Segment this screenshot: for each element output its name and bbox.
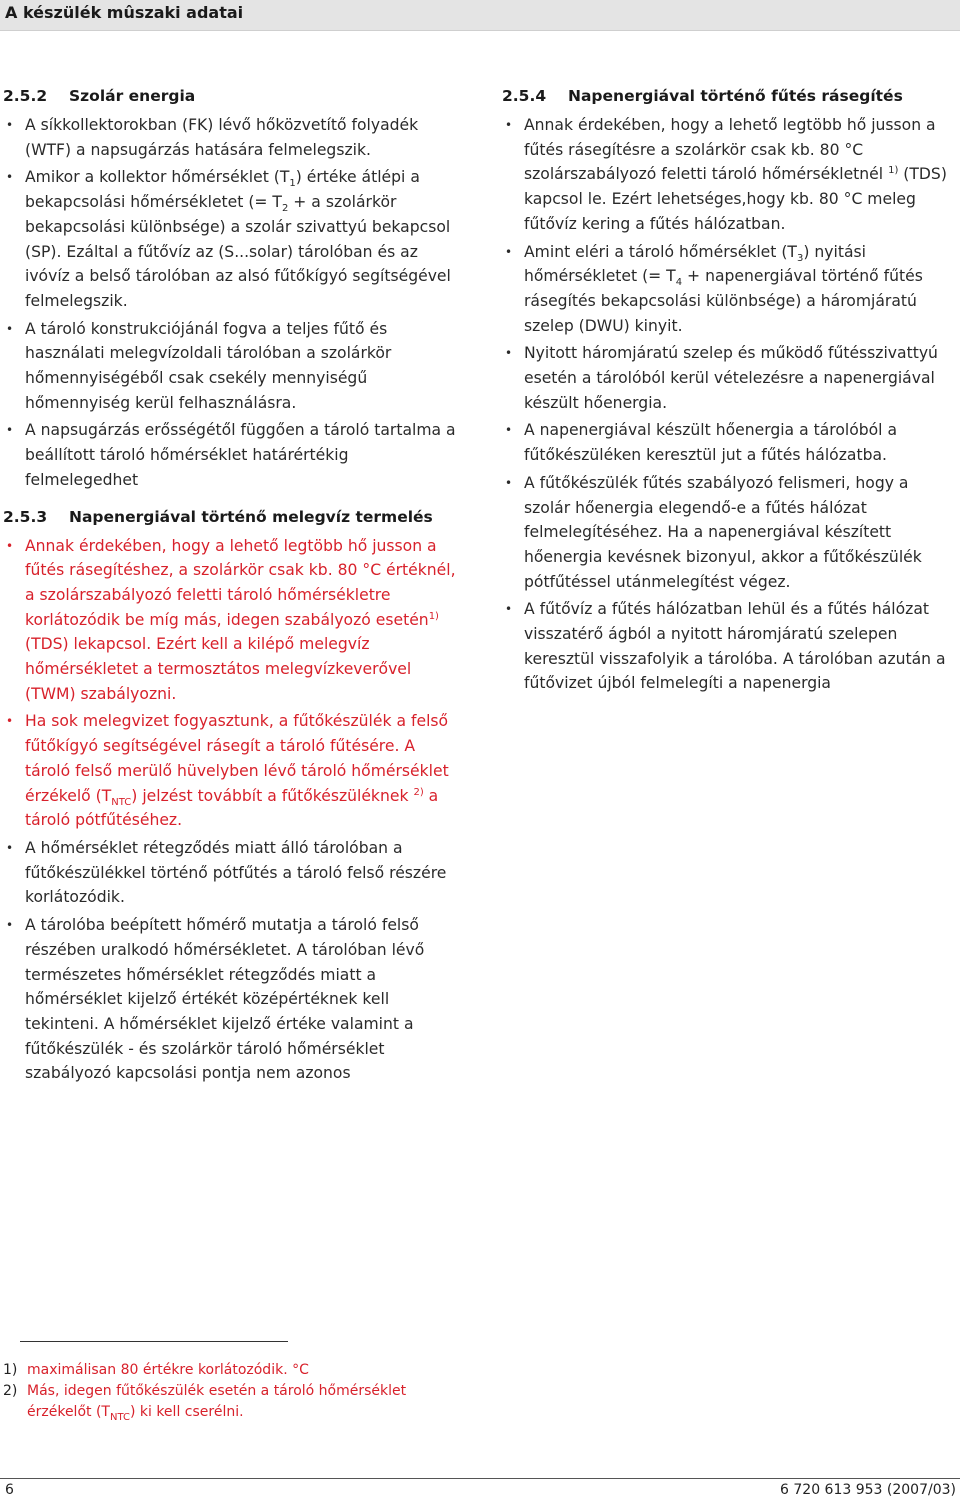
section-2-5-2-list <box>3 113 461 493</box>
list-item: • Amint eléri a tároló hőmérséklet $(T_3)$ nyitási hőmérsékletet (= $T_4$ + napenergiával történő fűtés rásegítés bekapcsolási különbsége) a háromjáratú szelep (DWU) kinyit. <box>502 240 954 339</box>
section-heading-2-5-2 <box>3 85 461 107</box>
right-column <box>502 85 954 704</box>
list-item: • Annak érdekében, hogy a lehető legtöbb hő jusson a fűtés rásegítéshez, a szolárkör csak kb. 80 °C értéknél, a szolárszabályozó feletti tároló hőmérsékletre korlátozódik be míg más, idegen szabályozó esetén$^{1)}$ (TDS) lekapcsol. Ezért kell a kilépő melegvíz hőmérsékletet a termosztátos melegvízkeverővel (TWM) szabályozni. <box>3 534 461 707</box>
section-2-5-3-list <box>3 534 461 1086</box>
section-number: 2.5.2 <box>3 87 48 105</box>
list-item: • A fűtővíz a fűtés hálózatban lehül és a fűtés hálózat visszatérő ágból a nyitott háromjáratú szelepen keresztül visszafolyik a tárolóba. A tárolóban azután a fűtővizet újból felmelegíti a napenergia <box>502 597 954 696</box>
section-title: Szolár energia <box>69 87 196 105</box>
list-item: • A fűtőkészülék fűtés szabályozó felismeri, hogy a szolár hőenergia elegendő-e a fűtés hálózat felmelegítéséhez. Ha a napenergiával készített hőenergia kevésnek bizonyul, akkor a fűtőkészülék pótfűtéssel utánmelegítést végez. <box>502 471 954 595</box>
section-title: Napenergiával történő melegvíz termelés <box>69 507 433 526</box>
list-item: • A tárolóba beépített hőmérő mutatja a tároló felső részében uralkodó hőmérsékletet. A tárolóban lévő természetes hőmérséklet rétegződés miatt a hőmérséklet kijelző értékét középértéknek kell tekinteni. A hőmérséklet kijelző értéke valamint a fűtőkészülék - és szolárkör tároló hőmérséklet szabályozó kapcsolási pontja nem azonos <box>3 913 461 1086</box>
list-item: • Annak érdekében, hogy a lehető legtöbb hő jusson a fűtés rásegítésre a szolárkör csak kb. 80 °C szolárszabályozó feletti tároló hőmérsékletnél $^{1)}$ (TDS) kapcsol le. Ezért lehetséges,hogy kb. 80 °C meleg fűtővíz kering a fűtés hálózatban. <box>502 113 954 237</box>
section-heading-2-5-4 <box>502 85 954 107</box>
section-number: 2.5.3 <box>3 507 48 526</box>
list-item: • Amikor a kollektor hőmérséklet $(T_1)$ értéke átlépi a bekapcsolási hőmérsékletet (= $T_2 + a$ szolárkör bekapcsolási különbsége) a szolár szivattyú bekapcsol (SP). Ezáltal a fűtővíz az (S...solar) tárolóban és az ivóvíz a belső tárolóban az alsó fűtőkígyó segítségével felmelegszik. <box>3 165 461 313</box>
footnote-mark: 1) <box>3 1362 18 1378</box>
footnote-divider <box>20 1341 288 1342</box>
footnote-1 <box>3 1360 443 1381</box>
page-number: 6 <box>5 1482 14 1498</box>
footnote-2 <box>3 1381 443 1423</box>
footer-divider <box>0 1478 960 1479</box>
list-item: • A síkkollektorokban (FK) lévő hőközvetítő folyadék (WTF) a napsugárzás hatására felmelegszik. <box>3 113 461 162</box>
page-header-title: A készülék mûszaki adatai <box>5 3 244 22</box>
section-number: 2.5.4 <box>502 87 547 105</box>
document-number: 6 720 613 953 (2007/03) <box>780 1482 956 1498</box>
page-header <box>0 0 960 31</box>
section-title: Napenergiával történő fűtés rásegítés <box>568 87 903 105</box>
footnote-text: Más, idegen fűtőkészülék esetén a tároló hőmérséklet érzékelőt $(T_{NTC})$ ki kell cserélni. <box>27 1383 407 1423</box>
list-item: • Nyitott háromjáratú szelep és működő fűtésszivattyú esetén a tárolóból kerül vételezésre a napenergiával készült hőenergia. <box>502 341 954 415</box>
footnote-text: maximálisan 80 értékre korlátozódik. °C <box>27 1362 309 1378</box>
left-column <box>3 85 461 1094</box>
list-item: • A napsugárzás erősségétől függően a tároló tartalma a beállított tároló hőmérséklet határértékig felmelegedhet <box>3 418 461 492</box>
section-2-5-4-list <box>502 113 954 696</box>
list-item: • A hőmérséklet rétegződés miatt álló tárolóban a fűtőkészülékkel történő pótfűtés a tároló felső részére korlátozódik. <box>3 836 461 910</box>
list-item: • A napenergiával készült hőenergia a tárolóból a fűtőkészüléken keresztül jut a fűtés hálózatba. <box>502 418 954 467</box>
footnote-mark: 2) <box>3 1383 18 1399</box>
list-item: • A tároló konstrukciójánál fogva a teljes fűtő és használati melegvízoldali tárolóban a szolárkör hőmennyiségéből csak csekély mennyiségű hőmennyiség kerül felhasználásra. <box>3 317 461 416</box>
list-item: • Ha sok melegvizet fogyasztunk, a fűtőkészülék a felső fűtőkígyó segítségével rásegít a tároló fűtésére. A tároló felső merülő hüvelyben lévő tároló hőmérséklet érzékelő $(T_{NTC})$ jelzést továbbít a fűtőkészüléknek $^{2)}$ a tároló pótfűtéséhez. <box>3 709 461 833</box>
footnotes <box>3 1360 443 1423</box>
section-heading-2-5-3 <box>3 506 461 528</box>
